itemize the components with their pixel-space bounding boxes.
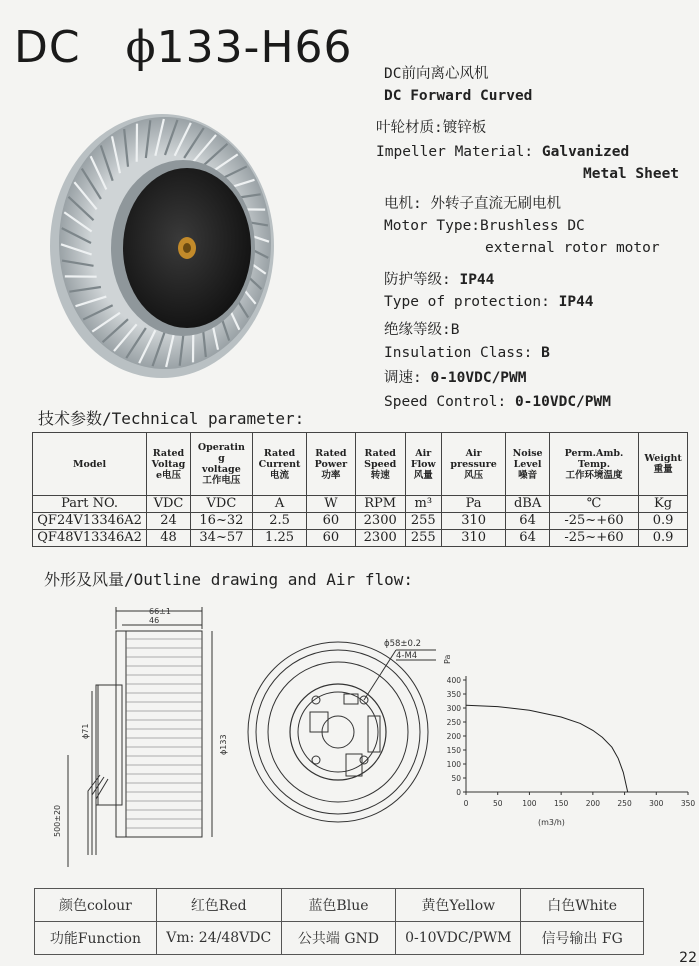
insulation-cn: 绝缘等级:B — [384, 322, 460, 338]
tech-data-cell: 60 — [307, 530, 356, 547]
impeller-en: Impeller Material: Galvanized — [376, 144, 630, 160]
tech-header-line: Rated — [263, 447, 296, 459]
chart-x-tick-label: 100 — [522, 799, 537, 808]
tech-unit-cell: Part NO. — [33, 496, 147, 513]
tech-data-cell: 0.9 — [639, 530, 688, 547]
tech-data-cell: 0.9 — [639, 513, 688, 530]
chart-y-ticks — [447, 676, 466, 797]
chart-x-tick-label: 0 — [463, 799, 469, 808]
colour-table-cell: 红色Red — [156, 889, 281, 922]
table-row — [33, 513, 688, 530]
tech-header-line: pressure — [450, 458, 497, 470]
tech-header-line: 转速 — [370, 469, 390, 481]
tech-unit-cell: VDC — [147, 496, 191, 513]
tech-header-line: Temp. — [577, 458, 611, 470]
chart-x-axis-label: (m3/h) — [538, 818, 565, 827]
tech-header-cell — [33, 433, 147, 496]
tech-header-line: Rated — [364, 447, 396, 459]
tech-header-line: Voltag — [151, 458, 186, 470]
tech-data-cell: -25~+60 — [549, 530, 638, 547]
tech-unit-cell: A — [253, 496, 307, 513]
chart-x-tick-label: 300 — [649, 799, 664, 808]
tech-header-cell — [307, 433, 356, 496]
tech-header-line: Level — [513, 458, 542, 470]
chart-y-tick-label: 200 — [446, 732, 461, 741]
tech-data-cell: 24 — [147, 513, 191, 530]
product-title — [14, 22, 353, 73]
tech-unit-cell: dBA — [506, 496, 550, 513]
dim-m4-label: 4-M4 — [396, 651, 418, 661]
tech-data-cell: 255 — [405, 530, 441, 547]
chart-x-ticks — [464, 792, 696, 808]
tech-header-line: g — [218, 453, 225, 464]
tech-data-cell: 60 — [307, 513, 356, 530]
insulation-en: Insulation Class: B — [384, 345, 550, 361]
tech-data-cell: 64 — [506, 513, 550, 530]
tech-data-cell: 310 — [441, 530, 505, 547]
tech-header-line: Noise — [512, 447, 543, 459]
tech-header-cell — [405, 433, 441, 496]
tech-header-line: Flow — [410, 458, 436, 470]
tech-data-cell: 1.25 — [253, 530, 307, 547]
colour-table-cell: 信号输出 FG — [521, 922, 644, 955]
tech-data-cell: 48 — [147, 530, 191, 547]
tech-header-line: Speed — [364, 458, 397, 470]
tech-header-line: 功率 — [321, 469, 341, 481]
type-cn: DC前向离心风机 — [384, 66, 489, 82]
tech-unit-cell: Kg — [639, 496, 688, 513]
tech-header-line: 重量 — [653, 464, 673, 475]
page-number: 22 — [679, 950, 697, 966]
tech-header-line: Air — [465, 447, 482, 459]
dim-133-label: ϕ133 — [219, 734, 228, 755]
motor-en: Motor Type:Brushless DC — [384, 218, 585, 234]
tech-header-line: 工作电压 — [202, 475, 241, 486]
title-model: 133-H66 — [156, 22, 353, 73]
tech-header-line: e电压 — [155, 469, 181, 481]
title-phi: ϕ — [125, 22, 157, 73]
impeller-en-line2: Metal Sheet — [583, 166, 680, 182]
tech-data-cell: 2300 — [355, 513, 405, 530]
motor-en-line2: external rotor motor — [485, 240, 660, 256]
impeller-cn: 叶轮材质:镀锌板 — [376, 120, 487, 136]
tech-header-cell — [355, 433, 405, 496]
side-view-drawing — [52, 605, 242, 875]
tech-data-cell: 255 — [405, 513, 441, 530]
chart-y-tick-label: 50 — [451, 774, 461, 783]
tech-section-title: 技术参数/Technical parameter: — [38, 409, 305, 428]
tech-unit-cell: VDC — [190, 496, 252, 513]
tech-header-cell — [441, 433, 505, 496]
airflow-chart — [436, 650, 699, 830]
chart-y-tick-label: 300 — [446, 704, 461, 713]
chart-x-tick-label: 250 — [617, 799, 632, 808]
tech-data-cell: 64 — [506, 530, 550, 547]
tech-data-cell: 16~32 — [190, 513, 252, 530]
tech-header-line: Air — [415, 447, 432, 459]
tech-header-line: 噪音 — [518, 469, 538, 481]
front-view-drawing — [246, 628, 436, 828]
tech-data-cell: 34~57 — [190, 530, 252, 547]
tech-header-line: Operatin — [197, 442, 245, 453]
colour-table-cell: 黄色Yellow — [396, 889, 521, 922]
colour-table-cell: 颜色colour — [35, 889, 157, 922]
tech-unit-cell: Pa — [441, 496, 505, 513]
outline-section-title: 外形及风量/Outline drawing and Air flow: — [44, 570, 413, 589]
tech-table — [32, 432, 688, 547]
tech-header-line: 风量 — [413, 469, 433, 481]
chart-x-tick-label: 200 — [585, 799, 601, 808]
chart-axes — [466, 676, 688, 792]
tech-header-line: Current — [258, 458, 301, 470]
dim-500-label: 500±20 — [53, 804, 62, 837]
tech-header-line: Model — [73, 458, 107, 470]
chart-y-tick-label: 400 — [446, 676, 461, 685]
tech-data-cell: 310 — [441, 513, 505, 530]
dim-58-label: ϕ58±0.2 — [384, 639, 422, 649]
table-row — [35, 889, 644, 922]
tech-header-line: Rated — [152, 447, 185, 459]
tech-header-cell — [549, 433, 638, 496]
tech-data-cell: 2.5 — [253, 513, 307, 530]
tech-header-cell — [147, 433, 191, 496]
tech-data-cell: -25~+60 — [549, 513, 638, 530]
tech-data-cell: 2300 — [355, 530, 405, 547]
dim-66-label: 66±1 — [149, 607, 171, 616]
chart-series-line — [466, 705, 628, 792]
dim-46-label: 46 — [149, 616, 160, 625]
motor-cn: 电机: 外转子直流无刷电机 — [384, 196, 561, 212]
tech-header-line: 风压 — [464, 469, 484, 481]
chart-y-tick-label: 250 — [446, 718, 461, 727]
tech-data-cell: QF48V13346A2 — [33, 530, 147, 547]
tech-header-line: Weight — [644, 453, 682, 464]
tech-header-cell — [506, 433, 550, 496]
chart-y-axis-label: Pa — [443, 654, 452, 664]
tech-header-cell — [190, 433, 252, 496]
colour-table-cell: 公共端 GND — [281, 922, 396, 955]
tech-header-line: Rated — [315, 447, 347, 459]
tech-header-line: Perm.Amb. — [564, 447, 624, 459]
side-view-fins — [126, 639, 202, 828]
tech-units-row — [33, 496, 688, 513]
tech-header-line: 电流 — [270, 469, 290, 481]
type-en: DC Forward Curved — [384, 88, 533, 104]
tech-unit-cell: ℃ — [549, 496, 638, 513]
wire-colour-table-body — [35, 889, 644, 955]
colour-table-cell: 蓝色Blue — [281, 889, 396, 922]
fan-photo — [45, 108, 280, 383]
tech-header-line: 工作环境温度 — [565, 469, 623, 481]
table-row — [33, 530, 688, 547]
tech-unit-cell: m³ — [405, 496, 441, 513]
colour-table-cell: 功能Function — [35, 922, 157, 955]
chart-y-tick-label: 150 — [446, 746, 461, 755]
chart-x-tick-label: 350 — [680, 799, 696, 808]
tech-header-line: Power — [314, 458, 348, 470]
title-prefix: DC — [14, 22, 81, 73]
protection-cn: 防护等级: IP44 — [384, 272, 495, 288]
tech-data-cell: QF24V13346A2 — [33, 513, 147, 530]
speed-en: Speed Control: 0-10VDC/PWM — [384, 394, 611, 410]
protection-en: Type of protection: IP44 — [384, 294, 594, 310]
chart-y-tick-label: 100 — [446, 760, 461, 769]
chart-y-tick-label: 350 — [446, 690, 461, 699]
tech-unit-cell: W — [307, 496, 356, 513]
tech-header-cell — [253, 433, 307, 496]
chart-x-tick-label: 50 — [492, 799, 503, 808]
chart-x-tick-label: 150 — [553, 799, 569, 808]
colour-table-cell: Vm: 24/48VDC — [156, 922, 281, 955]
colour-table-cell: 0-10VDC/PWM — [396, 922, 521, 955]
tech-header-cell — [639, 433, 688, 496]
chart-y-tick-label: 0 — [456, 788, 461, 797]
colour-table-cell: 白色White — [521, 889, 644, 922]
dim-71-label: ϕ71 — [81, 723, 90, 739]
tech-table-body — [33, 496, 688, 547]
tech-unit-cell: RPM — [355, 496, 405, 513]
tech-table-header — [33, 433, 688, 496]
wire-colour-table — [34, 888, 644, 955]
table-row — [35, 922, 644, 955]
tech-header-line: voltage — [202, 464, 241, 475]
speed-cn: 调速: 0-10VDC/PWM — [384, 370, 527, 386]
